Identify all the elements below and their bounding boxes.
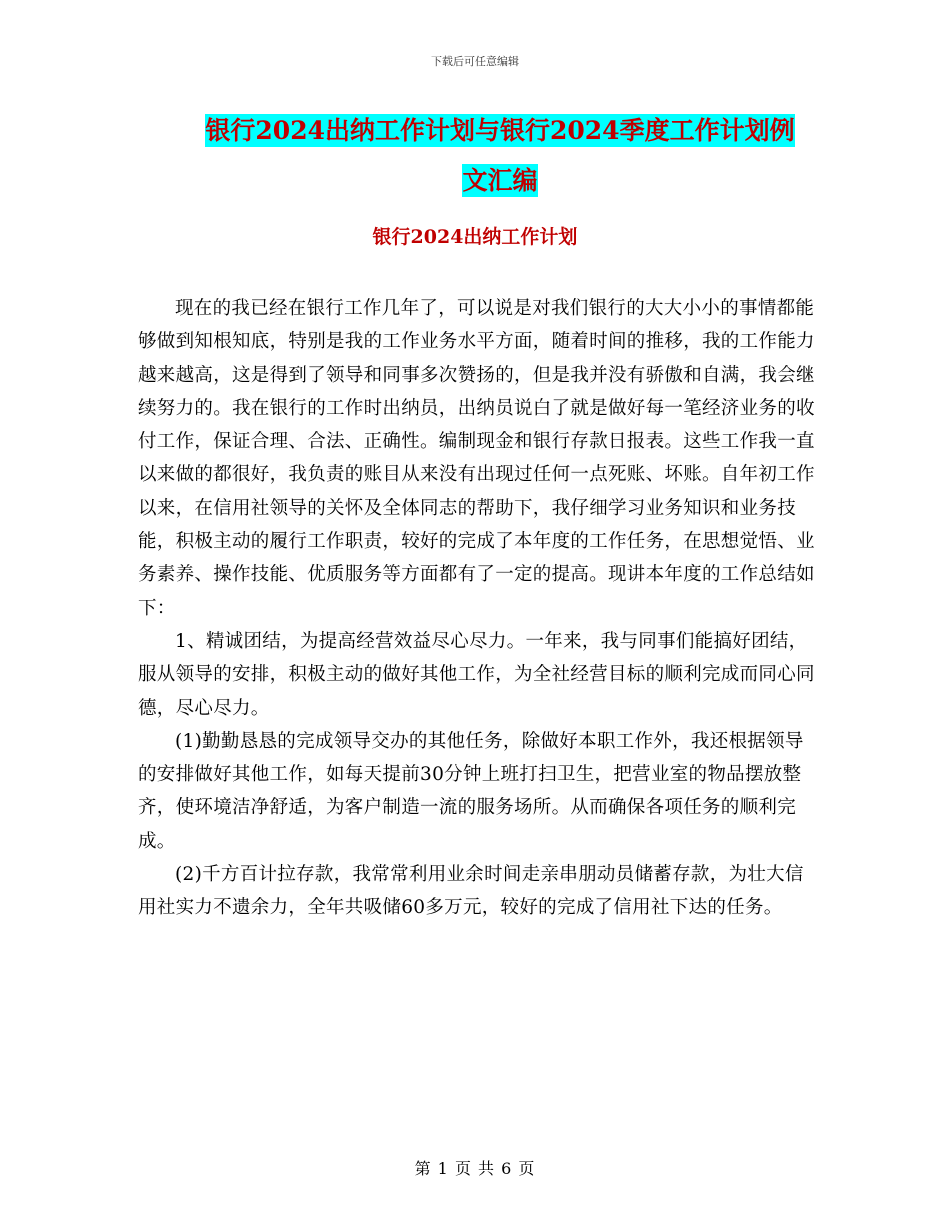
- page-number: 第 1 页 共 6 页: [414, 1159, 536, 1178]
- paragraph: 现在的我已经在银行工作几年了，可以说是对我们银行的大大小小的事情都能够做到知根知底，特别是我的工作业务水平方面，随着时间的推移，我的工作能力越来越高，这是得到了领导和同事多次赞扬的，但是我并没有骄傲和自满，我会继续努力的。我在银行的工作时出纳员，出纳员说白了就是做好每一笔经济业务的收付工作，保证合理、合法、正确性。编制现金和银行存款日报表。这些工作我一直以来做的都很好，我负责的账目从来没有出现过任何一点死账、坏账。自年初工作以来，在信用社领导的关怀及全体同志的帮助下，我仔细学习业务知识和业务技能，积极主动的履行工作职责，较好的完成了本年度的工作任务，在思想觉悟、业务素养、操作技能、优质服务等方面都有了一定的提高。现讲本年度的工作总结如下：: [138, 298, 815, 619]
- title-line-2: 文汇编: [462, 166, 538, 195]
- paragraph: 1、精诚团结，为提高经营效益尽心尽力。一年来，我与同事们能搞好团结，服从领导的安排，积极主动的做好其他工作，为全社经营目标的顺利完成而同心同德，尽心尽力。: [138, 630, 815, 719]
- document-title: [140, 106, 860, 206]
- title-line-1: 银行2024出纳工作计划与银行2024季度工作计划例: [205, 116, 795, 145]
- body-text: [138, 292, 818, 925]
- section-title: 银行2024出纳工作计划: [372, 226, 578, 248]
- header-note: 下载后可任意编辑: [431, 55, 519, 68]
- paragraph: (2)千方百计拉存款，我常常利用业余时间走亲串朋动员储蓄存款，为壮大信用社实力不遗余力，全年共吸储60多万元，较好的完成了信用社下达的任务。: [138, 864, 804, 919]
- paragraph: (1)勤勤恳恳的完成领导交办的其他任务，除做好本职工作外，我还根据领导的安排做好其他工作，如每天提前30分钟上班打扫卫生，把营业室的物品摆放整齐，使环境洁净舒适，为客户制造一流的服务场所。从而确保各项任务的顺利完成。: [138, 730, 804, 852]
